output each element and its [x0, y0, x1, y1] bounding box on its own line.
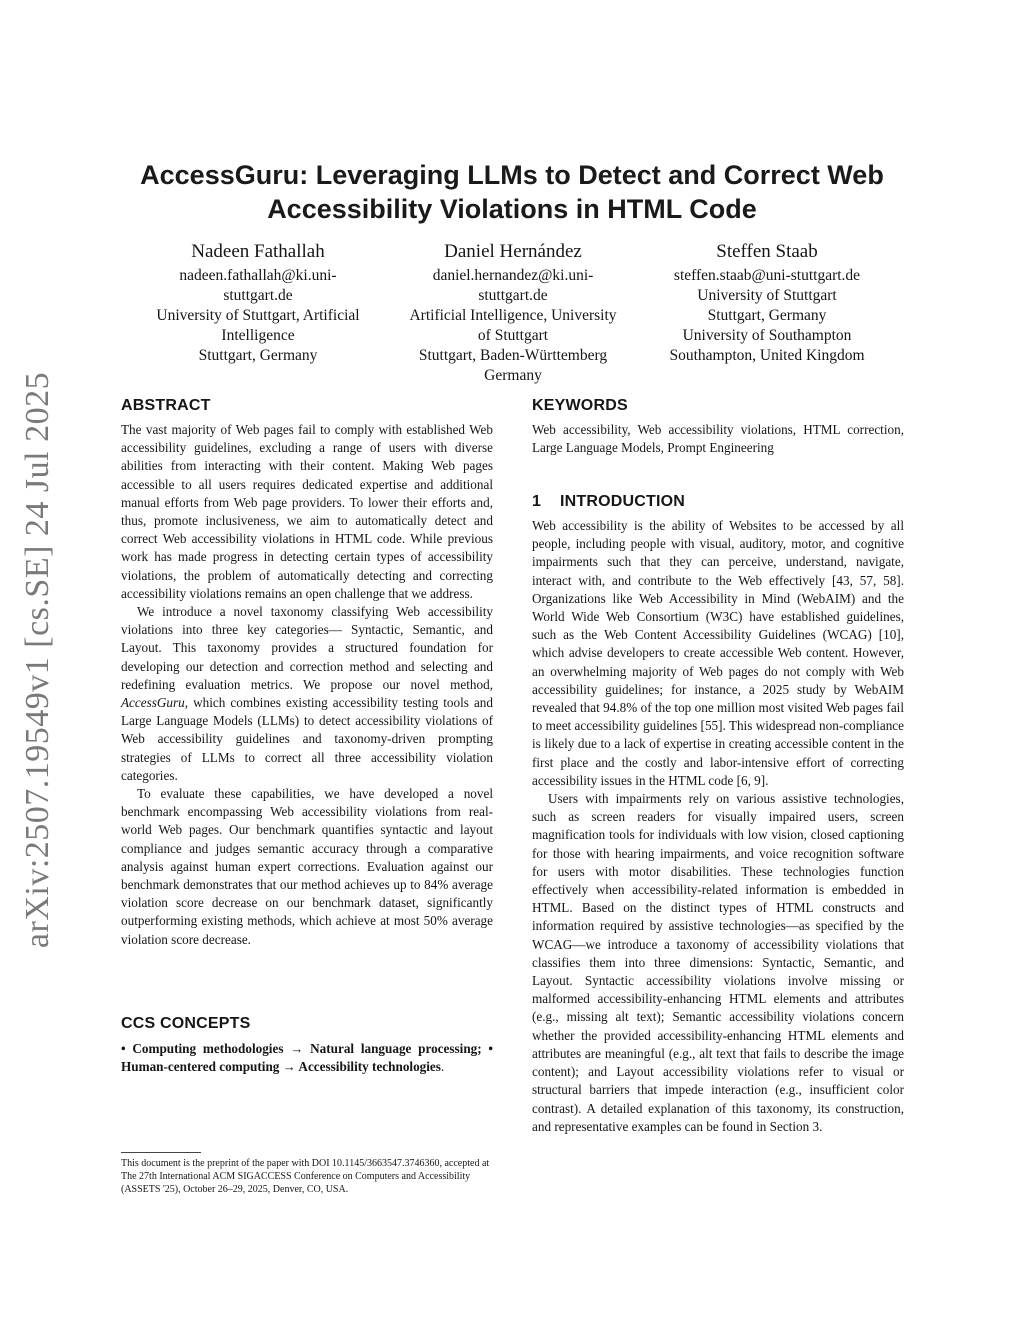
author-name: Steffen Staab — [716, 241, 818, 262]
ccs-part: Accessibility technologies — [295, 1059, 441, 1075]
author-name: Daniel Hernández — [444, 241, 582, 262]
footnote-divider — [121, 1152, 201, 1153]
abstract-p2-text: We introduce a novel taxonomy classifying Web accessibility violations into three key categories— Syntactic, Semantic, and Layout. This taxonomy provides a structured foundation for developing our detection and correction method and selecting and redefining evaluation metrics. We propose our novel method, — [121, 604, 493, 692]
author-email: stuttgart.de — [223, 287, 293, 304]
intro-paragraph-1: Web accessibility is the ability of Websites to be accessed by all people, including people with visual, auditory, motor, and cognitive impairments such that they can perceive, understand, navigate, interact with, and contribute to the Web effectively [43, 57, 58]. Organizations like Web Accessibility in Mind (WebAIM) and the World Wide Web Consortium (W3C) have established guidelines, such as the Web Content Accessibility Guidelines (WCAG) [10], which advise developers to create accessible Web content. However, an overwhelming majority of Web pages do not comply with Web accessibility guidelines; for instance, a 2025 study by WebAIM revealed that 94.8% of the top one million most visited Web pages fail to meet accessibility guidelines [55]. This widespread non-compliance is likely due to a lack of expertise in creating accessible content in the first place and the costly and labor-intensive effort of correcting accessibility issues in the HTML code [6, 9]. — [532, 518, 904, 788]
author-email: nadeen.fathallah@ki.uni- — [179, 267, 337, 284]
keywords-text: Web accessibility, Web accessibility violations, HTML correction, Large Language Models, Prompt Engineering — [532, 422, 904, 456]
author-name: Nadeen Fathallah — [191, 241, 325, 262]
abstract-paragraph-2 — [121, 603, 493, 785]
keywords-section — [532, 396, 904, 457]
ccs-concepts-text — [121, 1040, 493, 1076]
section-number: 1 — [532, 493, 542, 510]
author-affiliation: of Stuttgart — [477, 327, 549, 344]
ccs-period: . — [440, 1059, 445, 1075]
author-affiliation: University of Stuttgart, Artificial — [156, 307, 360, 324]
ccs-part: Natural language processing; • Human-centered computing — [121, 1041, 493, 1075]
author-block-3 — [647, 240, 887, 366]
right-arrow-icon: → — [290, 1041, 304, 1056]
ccs-section — [121, 1014, 493, 1076]
ccs-part: • Computing methodologies — [121, 1041, 291, 1056]
author-location: Stuttgart, Germany — [198, 347, 318, 364]
arxiv-id-text: arXiv:2507.19549v1 [cs.SE] 24 Jul 2025 — [19, 371, 56, 949]
author-email: steffen.staab@uni-stuttgart.de — [673, 267, 861, 284]
abstract-paragraph-3: To evaluate these capabilities, we have developed a novel benchmark encompassing Web accessibility violations from real-world Web pages. Our benchmark quantifies syntactic and layout compliance and judges semantic accuracy through a comparative analysis against human expert corrections. Evaluation against our benchmark demonstrates that our method achieves up to 84% average violation score decrease on our benchmark dataset, significantly outperforming existing methods, which achieve at most 50% average violation score decrease. — [121, 786, 493, 947]
abstract-paragraph-1: The vast majority of Web pages fail to comply with established Web accessibility guidelines, excluding a range of users with diverse abilities from interacting with their content. Making Web pages accessible to all users requires dedicated expertise and additional manual efforts from Web page providers. To lower their efforts and, thus, promote inclusiveness, we aim to automatically detect and correct Web accessibility violations in HTML code. While previous work has made progress in detecting certain types of accessibility violations, the problem of automatically detecting and correcting accessibility violations remains an open challenge that we address. — [121, 422, 493, 601]
right-arrow-icon: → — [282, 1059, 296, 1075]
ccs-heading: CCS CONCEPTS — [121, 1015, 251, 1032]
author-location: Stuttgart, Baden-Württemberg — [418, 347, 608, 364]
author-email: daniel.hernandez@ki.uni- — [432, 267, 594, 284]
title-line-2: Accessibility Violations in HTML Code — [267, 194, 757, 224]
introduction-section — [532, 492, 904, 1136]
author-location: Southampton, United Kingdom — [669, 347, 865, 364]
author-email: stuttgart.de — [478, 287, 548, 304]
abstract-section — [121, 396, 493, 949]
intro-paragraph-2: Users with impairments rely on various assistive technologies, such as screen readers for visually impaired users, screen magnification tools for individuals with low vision, closed captioning for those with hearing impairments, and voice recognition software for users with motor disabilities. These technologies function effectively when accessibility-related information is embedded in HTML. Based on the distinct types of HTML constructs and information required by assistive technologies—as specified by the WCAG—we introduce a taxonomy of accessibility violations that classifies them into three dimensions: Syntactic, Semantic, and Layout. Syntactic accessibility violations involve missing or malformed accessibility-enhancing HTML elements and attributes (e.g., missing alt text); Semantic accessibility violations concern whether the provided accessibility-enhancing HTML elements and attributes are meaningful (e.g., alt text that fails to describe the image content); and Layout accessibility violations refer to visual or structural barriers that impede interaction (e.g., insufficient color contrast). A detailed explanation of this taxonomy, its construction, and representative examples can be found in Section 3. — [532, 791, 904, 1134]
abstract-p2-text-cont: which combines existing accessibility testing tools and Large Language Models (LLMs) to detect accessibility violations of Web accessibility guidelines and taxonomy-driven prompting strategies of LLMs to correct all three accessibility violation categories. — [121, 695, 493, 783]
footnote: This document is the preprint of the paper with DOI 10.1145/3663547.3746360, accepted at The 27th International ACM SIGACCESS Conference on Computers and Accessibility (ASSETS '25), October 26–29, 2025, Denver, CO, USA. — [121, 1158, 490, 1195]
author-affiliation: Intelligence — [221, 327, 295, 344]
title-line-1: AccessGuru: Leveraging LLMs to Detect and Correct Web — [140, 160, 884, 190]
section-title: INTRODUCTION — [560, 493, 686, 510]
author-location: Stuttgart, Germany — [707, 307, 827, 324]
author-block-1 — [138, 240, 378, 366]
author-affiliation: University of Stuttgart — [697, 287, 837, 304]
author-block-2 — [393, 240, 633, 386]
abstract-heading: ABSTRACT — [121, 397, 211, 414]
keywords-heading: KEYWORDS — [532, 397, 628, 414]
introduction-heading — [532, 492, 904, 512]
author-location: Germany — [484, 367, 542, 384]
author-affiliation: Artificial Intelligence, University — [409, 307, 617, 324]
author-affiliation: University of Southampton — [682, 327, 852, 344]
paper-title — [100, 158, 924, 226]
method-name-emphasis: AccessGuru, — [121, 695, 189, 711]
